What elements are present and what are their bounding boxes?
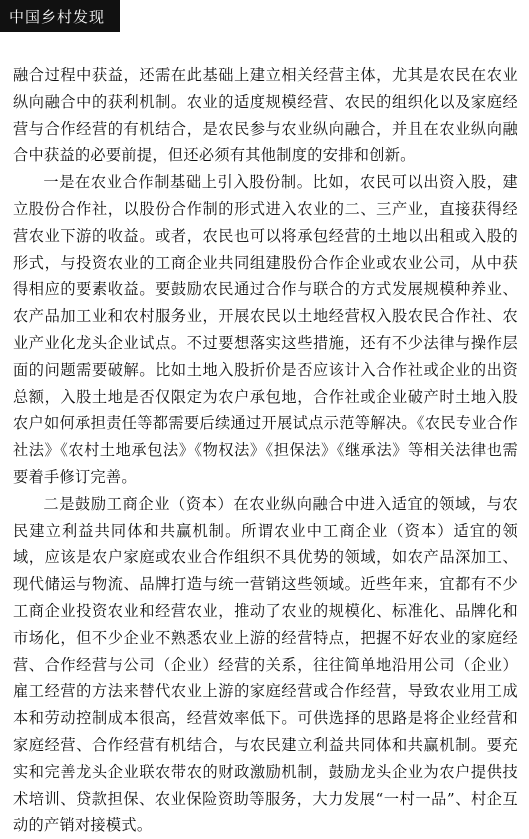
article-body [13,62,518,839]
paragraph-shareholding: 一是在农业合作制基础上引入股份制。比如，农民可以出资入股，建立股份合作社，以股份合作制的形式进入农业的二、三产业，直接获得经营农业下游的收益。或者，农民也可以将承包经营的土地以出租或入股的形式，与投资农业的工商企业共同组建股份合作企业或农业公司，从中获得相应的要素收益。要鼓励农民通过合作与联合的方式发展规模种养业、农产品加工业和农村服务业，开展农民以土地经营权入股农民合作社、农业产业化龙头企业试点。不过要想落实这些措施，还有不少法律与操作层面的问题需要破解。比如土地入股折价是否应该计入合作社或企业的出资总额，入股土地是否仅限定为农户承包地，合作社或企业破产时土地入股农户如何承担责任等都需要后续通过开展试点示范等解决。《农民专业合作社法》《农村土地承包法》《物权法》《担保法》《继承法》等相关法律也需要着手修订完善。 [13,173,518,486]
paragraph-enterprise-capital: 二是鼓励工商企业（资本）在农业纵向融合中进入适宜的领域，与农民建立利益共同体和共赢机制。所谓农业中工商企业（资本）适宜的领域，应该是农户家庭或农业合作组织不具优势的领域，如农产品深加工、现代储运与物流、品牌打造与统一营销这些领域。近些年来，宜都有不少工商企业投资农业和经营农业，推动了农业的规模化、标准化、品牌化和市场化，但不少企业不熟悉农业上游的经营特点，把握不好农业的家庭经营、合作经营与公司（企业）经营的关系，往往简单地沿用公司（企业）雇工经营的方法来替代农业上游的家庭经营或合作经营，导致农业用工成本和劳动控制成本很高，经营效率低下。可供选择的思路是将企业经营和家庭经营、合作经营有机结合，与农民建立利益共同体和共赢机制。要充实和完善龙头企业联农带农的财政激励机制，鼓励龙头企业为农户提供技术培训、贷款担保、农业保险资助等服务，大力发展“一村一品”、村企互动的产销对接模式。 [13,494,518,835]
paragraph-continuation: 融合过程中获益，还需在此基础上建立相关经营主体，尤其是农民在农业纵向融合中的获利机制。农业的适度规模经营、农民的组织化以及家庭经营与合作经营的有机结合，是农民参与农业纵向融合，并且在农业纵向融合中获益的必要前提，但还必须有其他制度的安排和创新。 [13,66,518,165]
header-title: 中国乡村发现 [9,7,106,26]
header-bar [0,0,120,32]
